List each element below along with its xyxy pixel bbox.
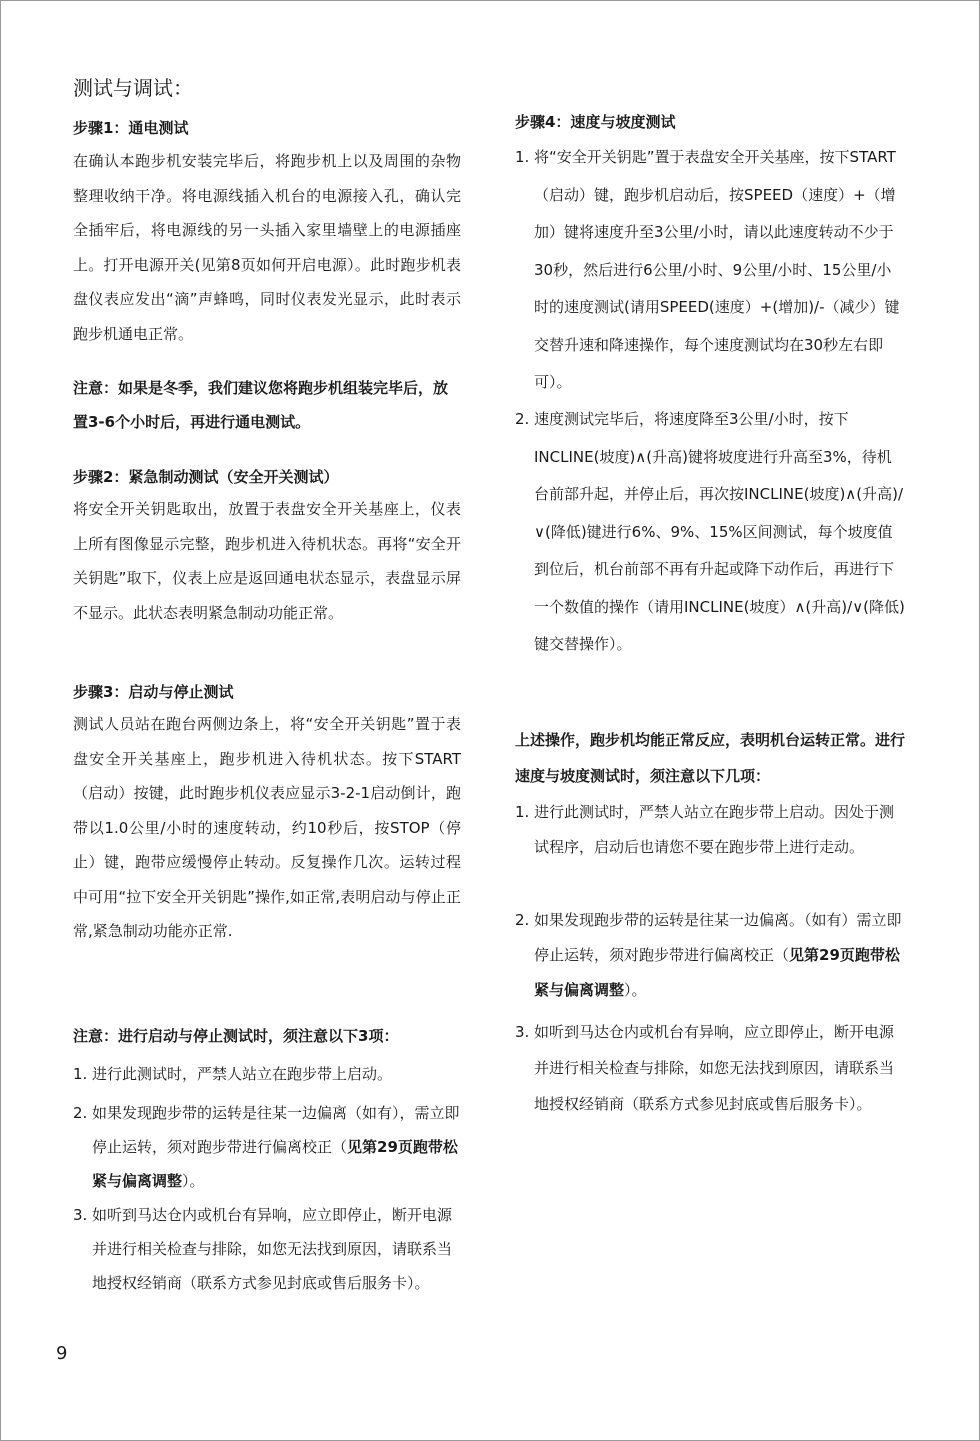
list-number: 2. xyxy=(73,1104,88,1122)
step4-item-1 xyxy=(515,139,905,402)
list-number: 2. xyxy=(515,410,530,428)
list-text: 如听到马达仓内或机台有异响，应立即停止，断开电源并进行相关检查与排除，如您无法找到原因，请联系当地授权经销商（联系方式参见封底或售后服务卡）。 xyxy=(534,1023,895,1113)
step3-heading: 步骤3：启动与停止测试 xyxy=(73,683,234,701)
note2-heading: 注意：进行启动与停止测试时，须注意以下3项： xyxy=(73,1027,399,1045)
list-text-bold: 见第29页跑带松紧与偏离调整 xyxy=(92,1138,458,1190)
list-text-tail: ）。 xyxy=(624,981,647,999)
list-text: 速度测试完毕后，将速度降至3公里/小时，按下INCLINE(坡度)∧(升高)键将坡度进行升高至3%，待机台前部升起，并停止后，再次按INCLINE(坡度)∧(升高)/∨(降低)键进行6%、9%、15%区间测试，每个坡度值到位后，机台前部不再有升起或降下动作后，再进行下一个数值的操作（请用INCLINE(坡度）∧(升高)/∨(降低)键交替操作）。 xyxy=(534,410,905,653)
list-text-wrap xyxy=(73,1096,461,1198)
list-number: 1. xyxy=(73,1065,88,1083)
list-text: 进行此测试时，严禁人站立在跑步带上启动。 xyxy=(92,1065,393,1083)
step1-heading: 步骤1：通电测试 xyxy=(73,119,189,137)
list-text: 如听到马达仓内或机台有异响，应立即停止，断开电源并进行相关检查与排除，如您无法找到原因，请联系当地授权经销商（联系方式参见封底或售后服务卡）。 xyxy=(92,1206,453,1292)
list-text: 如果发现跑步带的运转是往某一边偏离。（如有）需立即停止运转，须对跑步带进行偏离校正（ xyxy=(534,911,902,964)
step3-body: 测试人员站在跑台两侧边条上，将“安全开关钥匙”置于表盘安全开关基座上，跑步机进入待机状态。按下START（启动）按键，此时跑步机仪表应显示3-2-1启动倒计，跑带以1.0公里/小时的速度转动，约10秒后，按STOP（停止）键，跑带应缓慢停止转动。反复操作几次。运转过程中可用“拉下安全开关钥匙”操作,如正常,表明启动与停止正常,紧急制动功能亦正常. xyxy=(73,715,461,940)
list-number: 2. xyxy=(515,911,530,929)
step1-body: 在确认本跑步机安装完毕后，将跑步机上以及周围的杂物整理收纳干净。将电源线插入机台的电源接入孔，确认完全插牢后，将电源线的另一头插入家里墙壁上的电源插座上。打开电源开关(见第8页如何开启电源）。此时跑步机表盘仪表应发出“滴”声蜂鸣，同时仪表发光显示，此时表示跑步机通电正常。 xyxy=(73,152,461,343)
note1-text: 注意：如果是冬季，我们建议您将跑步机组装完毕后，放置3-6个小时后，再进行通电测试。 xyxy=(73,379,449,431)
list-text: 如果发现跑步带的运转是往某一边偏离（如有），需立即停止运转，须对跑步带进行偏离校正（ xyxy=(92,1104,460,1156)
page-title: 测试与调试： xyxy=(73,76,193,100)
note3-heading: 上述操作，跑步机均能正常反应，表明机台运转正常。进行速度与坡度测试时，须注意以下几项： xyxy=(515,731,906,785)
list-number: 1. xyxy=(515,148,530,166)
note3-item-2 xyxy=(515,903,905,1008)
list-text-wrap xyxy=(515,903,905,1008)
list-text-bold: 见第29页跑带松紧与偏离调整 xyxy=(534,946,900,999)
note2-item-3 xyxy=(73,1198,461,1300)
list-text-tail: ）。 xyxy=(182,1172,205,1190)
note3-item-3 xyxy=(515,1014,905,1122)
step2-heading: 步骤2：紧急制动测试（安全开关测试） xyxy=(73,468,339,486)
step2-body: 将安全开关钥匙取出，放置于表盘安全开关基座上，仪表上所有图像显示完整，跑步机进入待机状态。再将“安全开关钥匙”取下，仪表上应是返回通电状态显示，表盘显示屏不显示。此状态表明紧急制动功能正常。 xyxy=(73,500,461,622)
page-number: 9 xyxy=(56,1343,68,1364)
list-text: 将“安全开关钥匙”置于表盘安全开关基座，按下START（启动）键，跑步机启动后，按SPEED（速度）+（增加）键将速度升至3公里/小时，请以此速度转动不少于30秒，然后进行6公里/小时、9公里/小时、15公里/小时的速度测试(请用SPEED(速度）+(增加)/-（减少）键交替升速和降速操作，每个速度测试均在30秒左右即可）。 xyxy=(534,148,900,391)
list-number: 3. xyxy=(73,1206,88,1224)
note3-item-1 xyxy=(515,795,905,865)
step4-heading: 步骤4：速度与坡度测试 xyxy=(515,113,676,131)
note2-item-2 xyxy=(73,1096,461,1198)
list-number: 1. xyxy=(515,803,530,821)
step4-item-2 xyxy=(515,401,905,664)
note2-item-1 xyxy=(73,1058,461,1090)
list-text: 进行此测试时，严禁人站立在跑步带上启动。因处于测试程序，启动后也请您不要在跑步带上进行走动。 xyxy=(534,803,895,856)
list-number: 3. xyxy=(515,1023,530,1041)
